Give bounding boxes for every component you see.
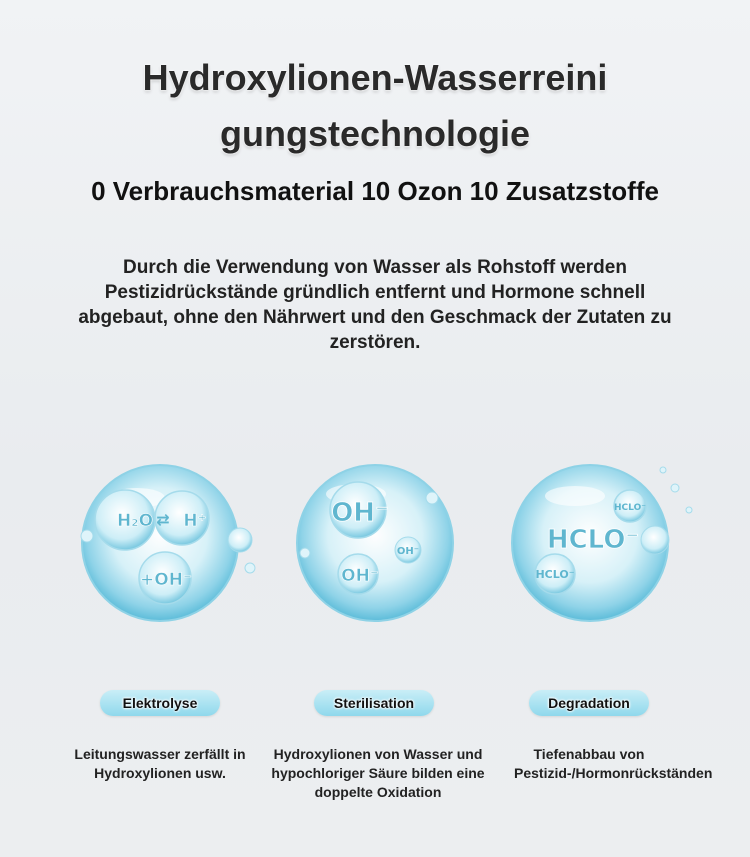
feature-label-electrolysis — [100, 690, 220, 716]
oh-minus-medium: OH⁻ — [341, 566, 379, 586]
page-description: Durch die Verwendung von Wasser als Rohstoff werden Pestizidrückstände gründlich entfernt und Hormone schnell abgebaut, ohne den Nährwert und den Geschmack der Zutaten zu zerstören. — [78, 257, 672, 353]
reversible-arrow-icon: ⇄ — [156, 510, 170, 529]
feature-label-sterilisation-text: Sterilisation — [333, 695, 415, 711]
oh-minus-small: OH⁻ — [396, 546, 420, 557]
oh-minus-large: OH⁻ — [331, 498, 389, 528]
feature-label-degradation — [529, 690, 649, 716]
hclo-minus-small: HCLO⁻ — [614, 503, 646, 513]
electrolysis-bubble-illustration — [45, 428, 275, 658]
h-plus-formula: H⁺ — [183, 511, 207, 531]
feature-label-degradation-text: Degradation — [548, 695, 630, 711]
h2o-formula: H₂O — [116, 511, 154, 531]
feature-label-electrolysis-text: Elektrolyse — [122, 695, 198, 711]
oh-minus-formula: +OH⁻ — [140, 570, 192, 590]
feature-label-sterilisation — [314, 690, 434, 716]
page-title-line-1: Hydroxylionen-Wasserreini — [142, 57, 608, 98]
feature-caption-degradation: Tiefenabbau von Pestizid-/Hormonrückständen — [514, 746, 713, 781]
page-subtitle: 0 Verbrauchsmaterial 10 Ozon 10 Zusatzstoffe — [91, 176, 659, 206]
sterilisation-bubble-illustration — [260, 428, 490, 658]
page-title-line-2: gungstechnologie — [220, 113, 530, 154]
hclo-minus-large: HCLO⁻ — [546, 525, 640, 555]
degradation-bubble-illustration — [475, 428, 705, 658]
feature-caption-electrolysis: Leitungswasser zerfällt in Hydroxylionen usw. — [74, 746, 246, 781]
hclo-minus-medium: HCLO⁻ — [535, 568, 575, 581]
feature-caption-sterilisation: Hydroxylionen von Wasser und hypochloriger Säure bilden eine doppelte Oxidation — [271, 746, 485, 800]
page-title — [60, 50, 690, 162]
